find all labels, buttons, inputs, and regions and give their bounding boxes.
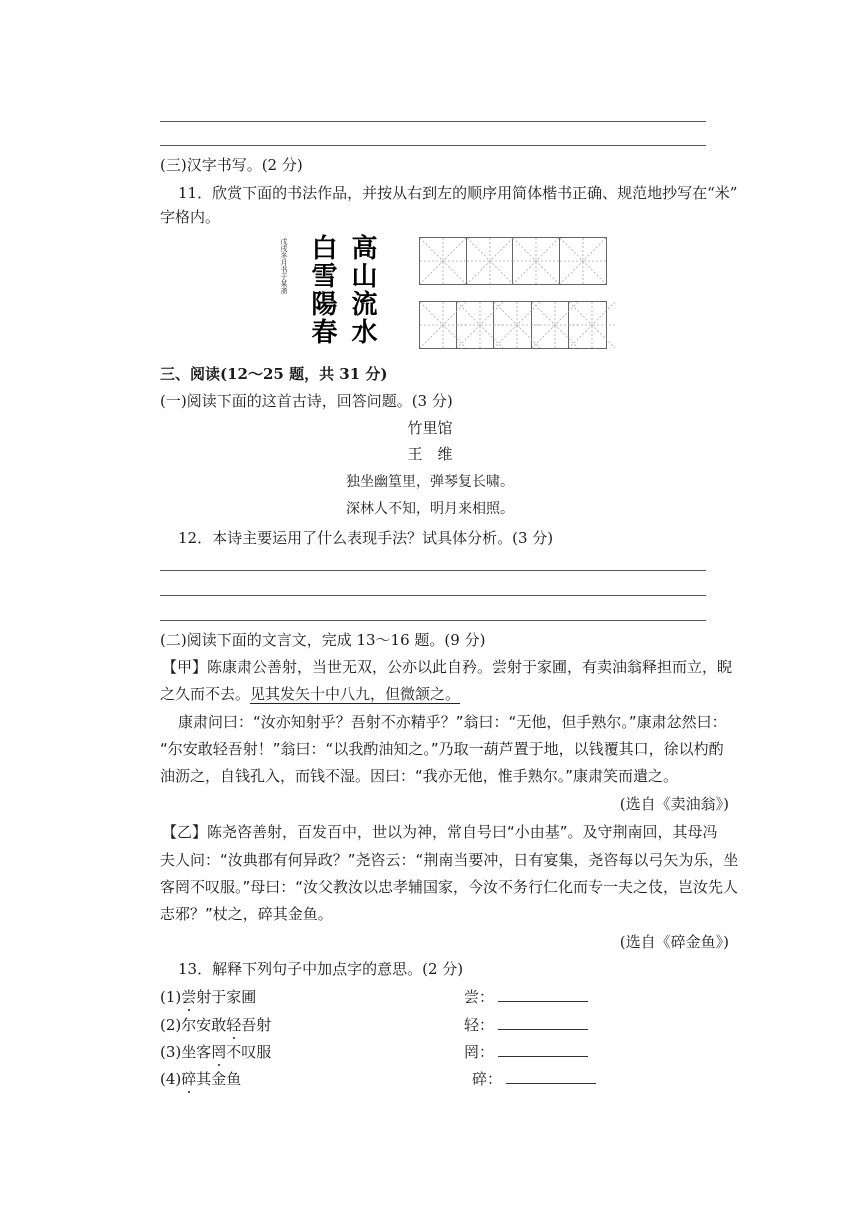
passage-jia-source: (选自《卖油翁》) <box>619 795 729 813</box>
q13-answer-4[interactable]: 碎： <box>472 1069 596 1089</box>
passage-yi-source: (选自《碎金鱼》) <box>619 933 729 951</box>
q13-answer-2[interactable]: 轻： <box>464 1015 588 1035</box>
answer-line <box>160 570 706 571</box>
mi-grid-cell[interactable] <box>532 302 569 348</box>
q13-answer-1[interactable]: 尝： <box>464 987 588 1007</box>
poem-line-1: 独坐幽篁里，弹琴复长啸。 <box>346 474 514 490</box>
answer-line <box>160 595 706 596</box>
q13-item-1: (1)尝射于家圃 <box>160 988 257 1006</box>
q13-item-4: (4)碎其金鱼 <box>160 1070 242 1088</box>
calligraphy-inscription: 戊戌冬月书于某斋 <box>280 238 288 294</box>
mi-grid-cell[interactable] <box>420 238 467 284</box>
mi-grid-cell[interactable] <box>569 302 606 348</box>
reading-sub1: (一)阅读下面的这首古诗，回答问题。(3 分) <box>160 392 453 410</box>
q13-item-3: (3)坐客罔不叹服 <box>160 1043 272 1061</box>
calligraphy-col-left: 白雪陽春 <box>307 234 337 346</box>
answer-line <box>160 145 706 146</box>
answer-blank[interactable] <box>498 1015 588 1030</box>
passage-jia-line1: 【甲】陈康肃公善射，当世无双，公亦以此自矜。尝射于家圃，有卖油翁释担而立，睨 <box>162 658 733 676</box>
mi-grid-row-1[interactable] <box>419 237 607 285</box>
answer-blank[interactable] <box>498 1042 588 1057</box>
dotted-char: 罔 <box>211 1043 227 1061</box>
mi-grid-cell[interactable] <box>494 302 531 348</box>
q13-item-2: (2)尔安敢轻吾射 <box>160 1016 272 1034</box>
mi-grid-row-2[interactable] <box>419 301 607 349</box>
question-11-line2: 字格内。 <box>160 208 221 226</box>
mi-grid-cell[interactable] <box>467 238 514 284</box>
answer-blank[interactable] <box>498 987 588 1002</box>
passage-jia-line5: 油沥之，自钱孔入，而钱不湿。因曰：“我亦无他，惟手熟尔。”康肃笑而遣之。 <box>160 767 679 785</box>
passage-jia-line2a: 之久而不去。 <box>160 685 251 703</box>
passage-jia-line4: “尔安敢轻吾射！”翁曰：“以我酌油知之。”乃取一葫芦置于地，以钱覆其口，徐以杓酌 <box>160 740 724 758</box>
question-12: 12．本诗主要运用了什么表现手法？试具体分析。(3 分) <box>178 529 554 547</box>
calligraphy-artwork <box>280 232 390 357</box>
section-hanzi: (三)汉字书写。(2 分) <box>160 156 303 174</box>
reading-sub2: (二)阅读下面的文言文，完成 13～16 题。(9 分) <box>160 631 486 649</box>
answer-blank[interactable] <box>506 1069 596 1084</box>
poem-title: 竹里馆 <box>407 419 453 437</box>
mi-grid-cell[interactable] <box>457 302 494 348</box>
passage-yi-line4: 志邪？”杖之，碎其金鱼。 <box>160 905 333 923</box>
mi-grid-cell[interactable] <box>560 238 607 284</box>
underlined-sentence: 见其发矢十中八九，但微颔之。 <box>250 685 461 703</box>
mi-grid-cell[interactable] <box>420 302 457 348</box>
poem-author: 王 维 <box>407 445 453 463</box>
dotted-char: 尝 <box>181 988 197 1006</box>
poem-line-2: 深林人不知，明月来相照。 <box>346 501 514 517</box>
q13-answer-3[interactable]: 罔： <box>464 1042 588 1062</box>
passage-yi-line3: 客罔不叹服。”母曰：“汝父教汝以忠孝辅国家，今汝不务行仁化而专一夫之伎，岂汝先人 <box>160 878 739 896</box>
calligraphy-col-right: 高山流水 <box>347 234 377 346</box>
answer-line <box>160 121 706 122</box>
reading-section-header: 三、阅读(12～25 题，共 31 分) <box>160 365 388 383</box>
answer-line <box>160 620 706 621</box>
dotted-char: 轻 <box>226 1016 242 1034</box>
passage-jia-line3: 康肃问曰：“汝亦知射乎？吾射不亦精乎？”翁曰：“无他，但手熟尔。”康肃忿然曰： <box>178 713 727 731</box>
mi-grid-cell[interactable] <box>513 238 560 284</box>
question-11-line1: 11．欣赏下面的书法作品，并按从右到左的顺序用简体楷书正确、规范地抄写在“米” <box>178 184 738 202</box>
passage-yi-line1: 【乙】陈尧咨善射，百发百中，世以为神，常自号曰“小由基”。及守荆南回，其母冯 <box>162 823 718 841</box>
dotted-char: 碎 <box>181 1070 197 1088</box>
passage-jia-line2 <box>160 684 460 704</box>
passage-yi-line2: 夫人问：“汝典郡有何异政？”尧咨云：“荆南当要冲，日有宴集，尧咨每以弓矢为乐，坐 <box>160 851 739 869</box>
question-13-title: 13．解释下列句子中加点字的意思。(2 分) <box>178 960 464 978</box>
